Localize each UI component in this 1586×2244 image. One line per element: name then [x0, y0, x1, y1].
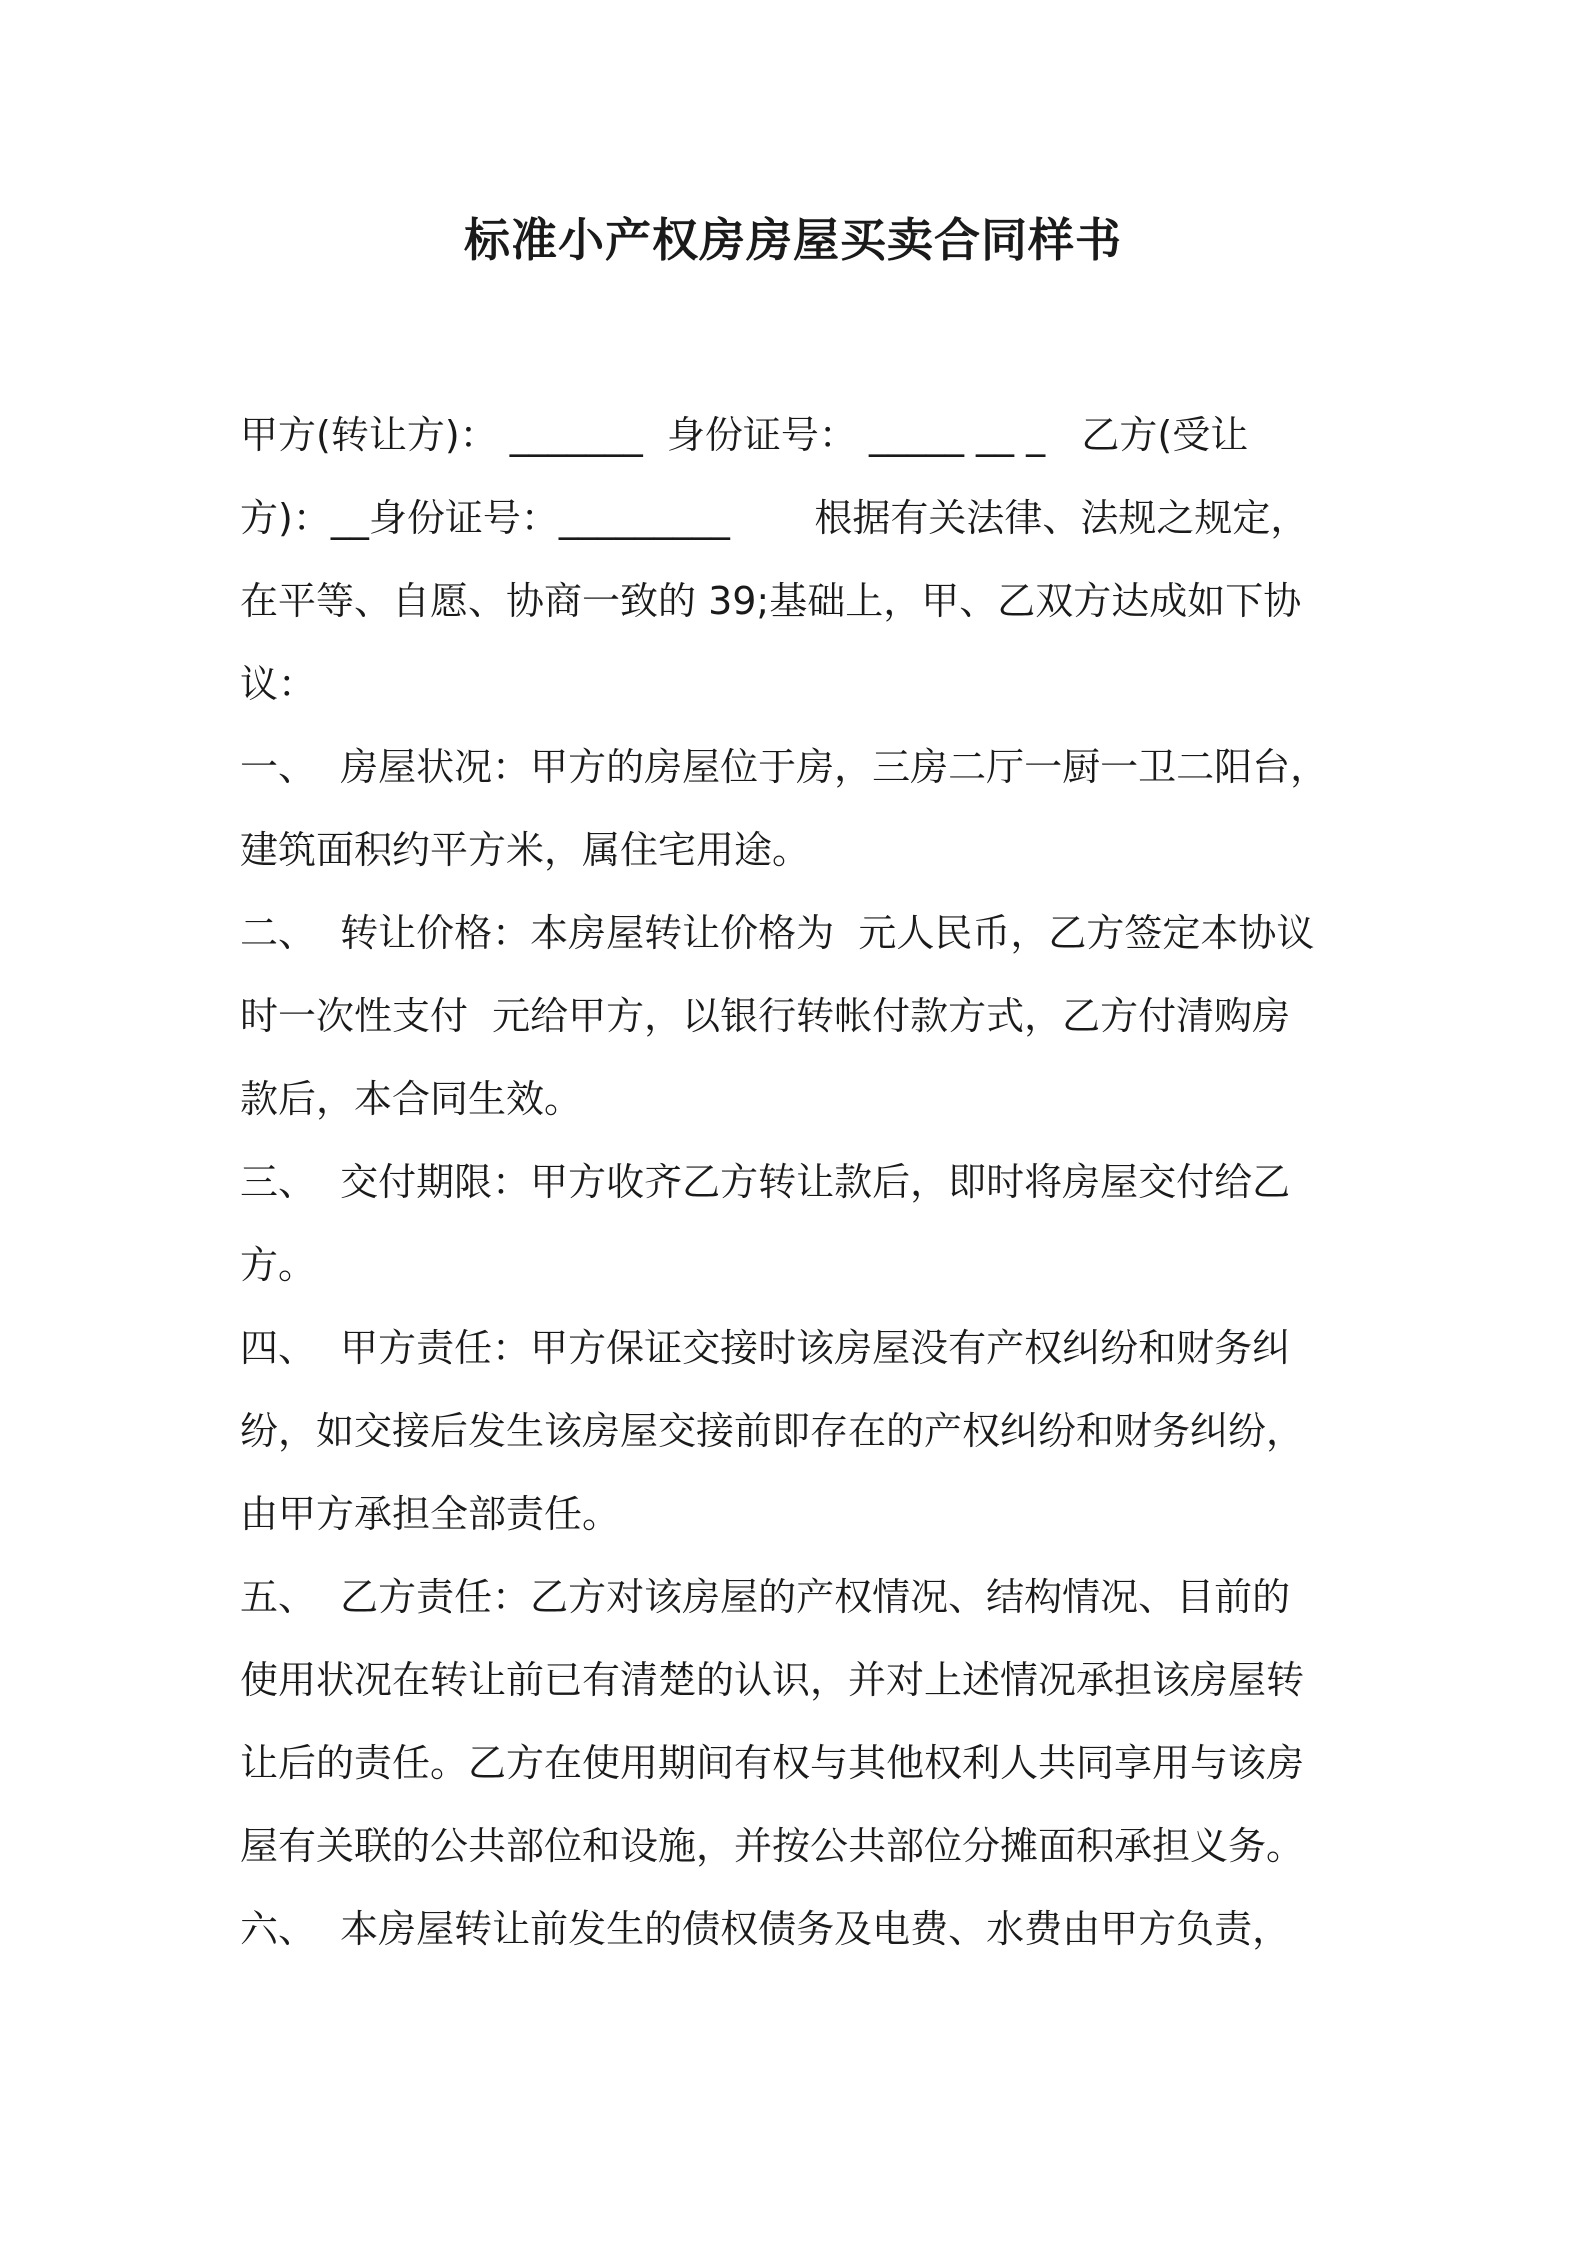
document-title: 标准小产权房房屋买卖合同样书: [464, 213, 1122, 267]
text-line: 纷，如交接后发生该房屋交接前即存在的产权纠纷和财务纠纷，: [240, 1409, 1305, 1453]
text-line: 让后的责任。乙方在使用期间有权与其他权利人共同享用与该房: [240, 1741, 1305, 1785]
section-heading-3: 三、 交付期限：甲方收齐乙方转让款后，即时将房屋交付给乙: [240, 1160, 1291, 1204]
text-line: 建筑面积约平方米，属住宅用途。: [240, 828, 811, 872]
text-line: 时一次性支付 元给甲方，以银行转帐付款方式，乙方付清购房: [240, 994, 1291, 1038]
text-line: 屋有关联的公共部位和设施，并按公共部位分摊面积承担义务。: [240, 1824, 1305, 1868]
section-heading-6: 六、 本房屋转让前发生的债权债务及电费、水费由甲方负责，: [240, 1907, 1291, 1951]
section-heading-2: 二、 转让价格：本房屋转让价格为 元人民币，乙方签定本协议: [240, 911, 1315, 955]
text-line: 由甲方承担全部责任。: [240, 1492, 621, 1536]
text-line: 甲方(转让方)： _______ 身份证号： _____ __ _ 乙方(受让: [240, 413, 1249, 457]
section-heading-1: 一、 房屋状况：甲方的房屋位于房，三房二厅一厨一卫二阳台，: [240, 745, 1329, 789]
text-line: 议：: [240, 662, 317, 706]
text-line: 款后，本合同生效。: [240, 1077, 583, 1121]
text-line: 使用状况在转让前已有清楚的认识，并对上述情况承担该房屋转: [240, 1658, 1305, 1702]
text-line: 在平等、自愿、协商一致的 39;基础上，甲、乙双方达成如下协: [240, 579, 1302, 623]
text-line: 方。: [240, 1243, 317, 1287]
text-line: 方)：__身份证号：_________ 根据有关法律、法规之规定，: [240, 496, 1309, 540]
section-heading-5: 五、 乙方责任：乙方对该房屋的产权情况、结构情况、目前的: [240, 1575, 1291, 1619]
section-heading-4: 四、 甲方责任：甲方保证交接时该房屋没有产权纠纷和财务纠: [240, 1326, 1291, 1370]
